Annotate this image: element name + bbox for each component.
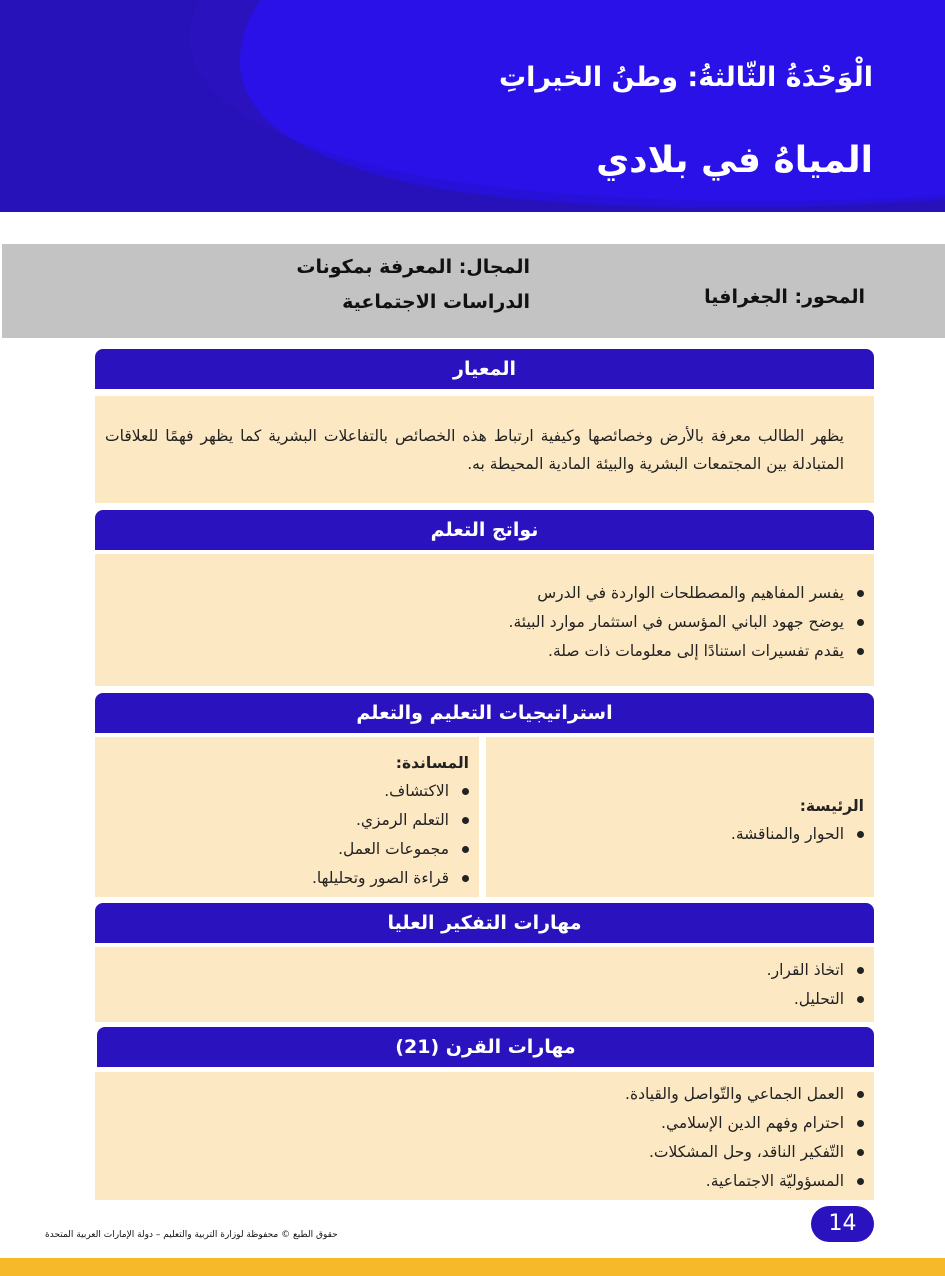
list-item: التعلم الرمزي. (95, 806, 479, 835)
outcomes-heading: نواتج التعلم (95, 510, 874, 550)
list-item: المسؤوليّة الاجتماعية. (95, 1167, 874, 1196)
list-item: يقدم تفسيرات استنادًا إلى معلومات ذات صلة. (95, 637, 874, 666)
lesson-title: المياهُ في بلادي (596, 140, 873, 181)
skills21-heading: مهارات القرن (21) (97, 1027, 874, 1067)
standard-text: يظهر الطالب معرفة بالأرض وخصائصها وكيفية ارتباط هذه الخصائص بالتفاعلات البشرية كما يظهر فهمًا للعلاقات المتبادلة بين المجتمعات البشرية والبيئة المادية المحيطة به. (105, 427, 844, 473)
list-item: التّفكير الناقد، وحل المشكلات. (95, 1138, 874, 1167)
skills21-panel (95, 1072, 874, 1200)
list-item: العمل الجماعي والتّواصل والقيادة. (95, 1080, 874, 1109)
page-number: 14 (811, 1206, 874, 1242)
copyright-text: حقوق الطبع © محفوظة لوزارة التربية والتعليم – دولة الإمارات العربية المتحدة (45, 1230, 338, 1240)
bottom-bar (0, 1258, 945, 1276)
list-item: الاكتشاف. (95, 777, 479, 806)
strategies-heading: استراتيجيات التعليم والتعلم (95, 693, 874, 733)
list-item: التحليل. (95, 985, 874, 1014)
main-strategies-title: الرئيسة: (799, 797, 864, 815)
support-strategies-panel (95, 737, 479, 897)
list-item: الحوار والمناقشة. (486, 820, 874, 849)
domain-label: المجال: المعرفة بمكونات الدراسات الاجتماعية (296, 256, 530, 313)
list-item: قراءة الصور وتحليلها. (95, 864, 479, 893)
axis-label: المحور: الجغرافيا (704, 286, 865, 308)
unit-title: الْوَحْدَةُ الثّالثةُ: وطنُ الخيراتِ (499, 62, 873, 93)
list-item: يفسر المفاهيم والمصطلحات الواردة في الدرس (95, 579, 874, 608)
thinking-heading: مهارات التفكير العليا (95, 903, 874, 943)
list-item: يوضح جهود الباني المؤسس في استثمار موارد البيئة. (95, 608, 874, 637)
support-strategies-title: المساندة: (395, 754, 469, 772)
main-strategies-panel (486, 737, 874, 897)
list-item: مجموعات العمل. (95, 835, 479, 864)
standard-panel (95, 396, 874, 503)
list-item: احترام وفهم الدين الإسلامي. (95, 1109, 874, 1138)
list-item: اتخاذ القرار. (95, 956, 874, 985)
outcomes-panel (95, 554, 874, 686)
standard-heading: المعيار (95, 349, 874, 389)
thinking-panel (95, 947, 874, 1022)
